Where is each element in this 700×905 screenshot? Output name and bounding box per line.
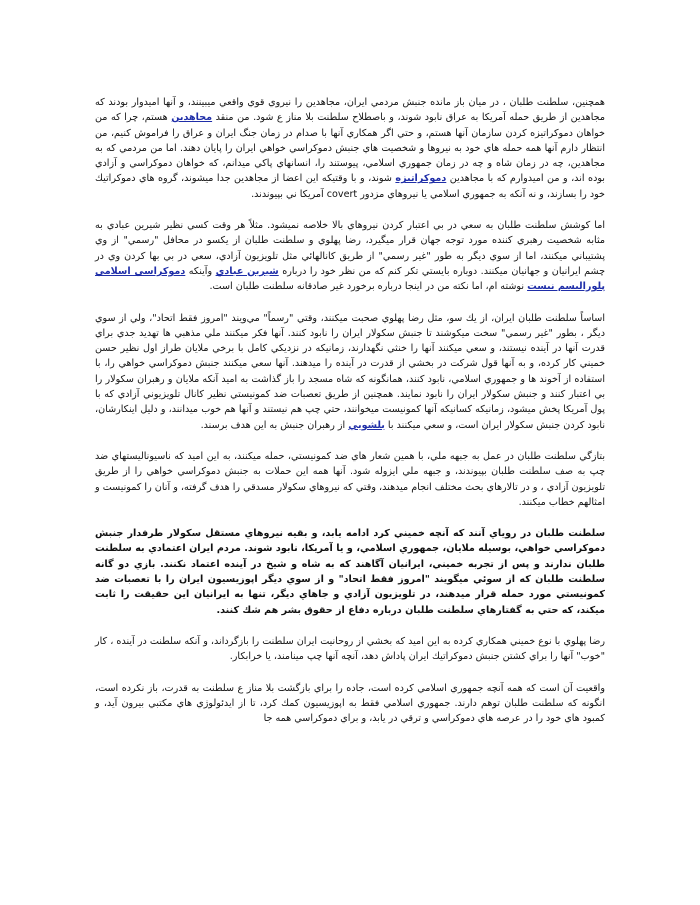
- paragraph-text: از رهبران جنبش به اين هدف برسند.: [200, 419, 349, 431]
- document-body: [95, 95, 605, 726]
- paragraph-text: اساساً سلطنت طلبان ايران، از يك سو، مثل رضا پهلوي صحبت ميكنند، وقتي "رسماً" مي‌ويند "امروز فقط اتحاد"، ولي از سوي ديگر ، بطور "غير رسمي" سخت ميكوشند تا جنبش سكولار ايران را نابود كنند. آنها فكر ميكنند ملي مذهبي ها تهديد جدي براي قدرت آنها در آينده نيستند، و سعي ميكنند آنها را خنثي نگهدارند، زمانيكه در نزديكي كامل با برخي ملايان طراز اول نظير حسن خميني كار كرده، و به آنها قول شركت در بخشي از قدرت در آينده را ميدهند. آنها سعي ميكنند جنبش دموكراسي خواهي را، با استفاده از آخوند ها و جمهوري اسلامي، نابود كنند، همانگونه كه شاه مسجد را باز گذاشت به اميد آنكه ملايان و رهبران سكولار را بي اعتبار كنند و جنبش سكولار ايران را نابود نمايند. همچنين از طريق تعصبات ضد كمونيستي نظير كانال تلويزيوني آزادي كه با پول آمريكا پخش ميشود، زمانيكه كسانيكه آنها كمونيست ميخوانند، حتي چپ هم نيستند و آنها هم خوب ميدانند، و دليل اينكارشان، نابود كردن جنبش سكولار ايران است، و سعي ميكنند با: [95, 312, 605, 431]
- paragraph-text: هستم، چرا كه من خواهان دموكراتيزه كردن سازمان آنها هستم، و حتي اگر همكاري آنها با صدام در زمان جنگ ايران و عراق را فراموش كنيم، من انتظار دارم آنها همه حمله هاي خود به نيروها و شخصيت هاي جنبش دموكراسي خواهي ايران را پايان دهند. اما من مردمي كه به مجاهدين، چه در زمان شاه و چه در زمان جمهوري اسلامي، پيوستند را، انسانهاي پاكي ميدانم، كه خواهان دموكراسي و آزادي بوده اند، و من اميدوارم كه با مجاهدين: [95, 112, 605, 185]
- paragraph-text: رضا پهلوي با نوع خميني همكاري كرده به اين اميد كه بخشي از روحانيت ايران سلطنت را بازگرداند، و آنكه سلطنت در آينده ، كار "خوب" آنها را براي كشتن جنبش دموكراتيك ايران پاداش دهد، آنچه آنها چپ مينامند، يا خرابكار.: [95, 635, 605, 663]
- paragraph-text: وآينكه: [185, 265, 216, 277]
- paragraph-text: شوند، و با وقتيكه اين اعضا از مجاهدين جدا ميشوند، گروه هاي دموكراتيك خود را بسازند، و نه آنكه به جمهوري اسلامي يا نيروهاي مزدور covert آمريكا ني بپيوندند.: [95, 173, 605, 200]
- paragraph: [95, 311, 605, 433]
- inline-link[interactable]: دموكراسي اسلامي پلوراليسم نيست: [95, 265, 605, 293]
- paragraph: [95, 634, 605, 665]
- paragraph: [95, 681, 605, 727]
- inline-link[interactable]: بلشويي: [348, 419, 385, 431]
- paragraph: [95, 95, 605, 202]
- paragraph-text: نوشته ام، اما نكته من در اينجا درباره برخورد غير صادقانه سلطنت طلبان است.: [209, 281, 528, 293]
- paragraph-text: اما كوشش سلطنت طلبان به سعي در بي اعتبار كردن نيروهاي بالا خلاصه نميشود. مثلاً هر وقت كسي نظير شيرين عبادي به مثابه شخصيت رهبري كننده مورد توجه جهان قرار ميگيرد، رضا پهلوي و سلطنت طلبان از يكسو در محافل "رسمي" از وي پشتيباني ميكنند، اما از سوي ديگر به طور "غير رسمي" از طريق كانالهائي مثل تلويزيون آزادي، سعي در بي بها كردن وي در چشم ايرانيان و جهانيان ميكنند. دوباره بايستي تكر كنم كه من نظر خود را درباره: [95, 220, 605, 277]
- paragraph-text: بتازگي سلطنت طلبان در عمل به جبهه ملي، با همين شعار هاي ضد كمونيستي، حمله ميكنند، به اين اميد كه ناسيوناليستهاي ضد چپ به صف سلطنت طلبان بپيوندند، و جبهه ملي ايزوله شود. آنها همه اين حملات به جنبش دموكراسي خواهي را از طريق تلويزيون آزادي ، و در تالارهاي بحث مختلف انجام ميدهند، وقتي كه نيروهاي سكولار مسدقي را هدف گرفته، و آنان را كمونيست و امثالهم خطاب ميكنند.: [95, 450, 605, 508]
- inline-link[interactable]: دموكراتيزه: [395, 173, 447, 185]
- inline-link[interactable]: شيرين عبادي: [215, 265, 279, 277]
- paragraph-text: همچنین، سلطنت طلبان ، در میان باز مانده جنبش مردمي ايران، مجاهدين را نيروي قوي واقعي ميبينند، و آنها اميدوار بودند كه مجاهدين از طريق حمله آمريكا به عراق نابود شوند، و باصطلاح سلطنت بلا مناز ع شود. من منقد: [95, 97, 605, 124]
- paragraph: [95, 449, 605, 510]
- paragraph: [95, 218, 605, 294]
- paragraph-text: واقعيت آن است كه همه آنچه جمهوري اسلامي كرده است، جاده را براي بازگشت بلا مناز ع سلطنت به قدرت، باز نكرده است، انگونه كه سلطنت طلبان توهم دارند. جمهوري اسلامي فقط به اپوزيسيون كمك كرد، تا از ايدئولوژي هاي مكتبي بيرون آيد، و كمبود هاي خود را در عرصه هاي دموكراسي و ترقي در يابد، و براي دموكراسي همه جا: [95, 682, 605, 725]
- paragraph-text: سلطنت طلبان در روياي آنند كه آنچه خميني كرد ادامه يابد، و بقيه نيروهاي مستقل سكولار طرفدار جنبش دموكراسي خواهي، بوسيله ملايان، جمهوري اسلامي، و يا آمريكا، نابود شوند. مردم ايران اعتمادي به سلطنت طلبان ندارند و پس از تجربه خميني، ايرانيان آگاهند كه به شاه و شيخ در آينده اعتماد نكنند. بازي دو گانه سلطنت طلبان كه از سوئي ميگويند "امروز فقط اتحاد" و از سوي ديگر اپوزيسيون ايران را با تعصبات ضد كمونيستي مورد حمله قرار ميدهند، در تلويزيون آزادي و جاهاي ديگر، تنها به ايرانيان اين حقيقت را ثابت ميكند، كه حتي به گفتارهاي سلطنت طلبان درباره دفاع از حقوق بشر هم شك كنند.: [95, 528, 605, 616]
- inline-link[interactable]: مجاهدين: [171, 112, 213, 124]
- paragraph: [95, 526, 605, 618]
